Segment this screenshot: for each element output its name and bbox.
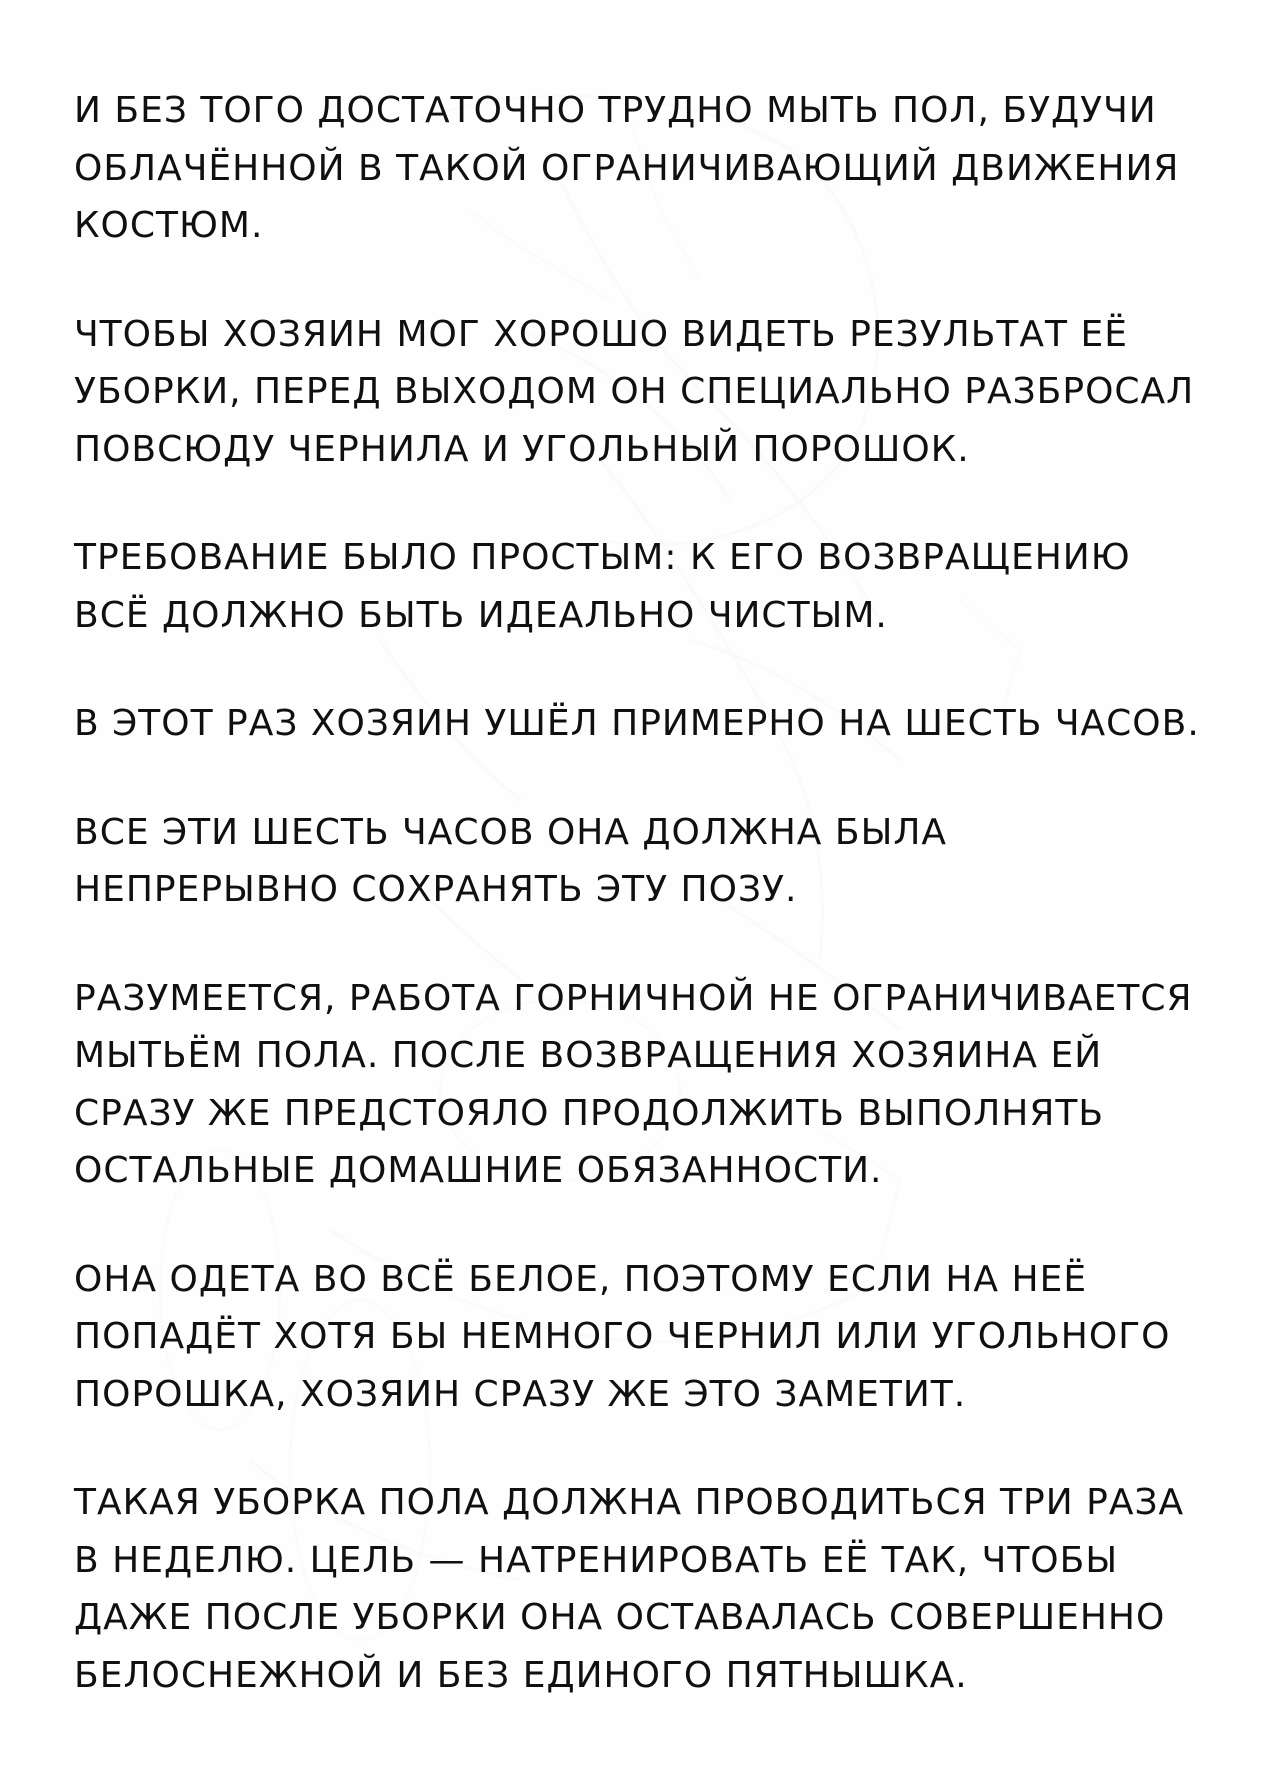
paragraph: В ЭТОТ РАЗ ХОЗЯИН УШЁЛ ПРИМЕРНО НА ШЕСТЬ ЧАСОВ.	[74, 703, 1200, 744]
paragraph: ОНА ОДЕТА ВО ВСЁ БЕЛОЕ, ПОЭТОМУ ЕСЛИ НА НЕЁ ПОПАДЁТ ХОТЯ БЫ НЕМНОГО ЧЕРНИЛ ИЛИ УГОЛЬНОГО ПОРОШКА, ХОЗЯИН СРАЗУ ЖЕ ЭТО ЗАМЕТИТ.	[74, 1258, 1171, 1415]
paragraph: ЧТОБЫ ХОЗЯИН МОГ ХОРОШО ВИДЕТЬ РЕЗУЛЬТАТ ЕЁ УБОРКИ, ПЕРЕД ВЫХОДОМ ОН СПЕЦИАЛЬНО РАЗБРОСАЛ ПОВСЮДУ ЧЕРНИЛА И УГОЛЬНЫЙ ПОРОШОК.	[74, 313, 1195, 470]
paragraph: И БЕЗ ТОГО ДОСТАТОЧНО ТРУДНО МЫТЬ ПОЛ, БУДУЧИ ОБЛАЧЁННОЙ В ТАКОЙ ОГРАНИЧИВАЮЩИЙ ДВИЖЕНИЯ КОСТЮМ.	[74, 90, 1180, 246]
paragraph: ВСЕ ЭТИ ШЕСТЬ ЧАСОВ ОНА ДОЛЖНА БЫЛА НЕПРЕРЫВНО СОХРАНЯТЬ ЭТУ ПОЗУ.	[74, 811, 948, 910]
story-text	[74, 82, 1204, 1704]
paragraph: ТАКАЯ УБОРКА ПОЛА ДОЛЖНА ПРОВОДИТЬСЯ ТРИ РАЗА В НЕДЕЛЮ. ЦЕЛЬ — НАТРЕНИРОВАТЬ ЕЁ ТАК, ЧТОБЫ ДАЖЕ ПОСЛЕ УБОРКИ ОНА ОСТАВАЛАСЬ СОВЕРШЕННО БЕЛОСНЕЖНОЙ И БЕЗ ЕДИНОГО ПЯТНЫШКА.	[74, 1482, 1185, 1696]
paragraph: РАЗУМЕЕТСЯ, РАБОТА ГОРНИЧНОЙ НЕ ОГРАНИЧИВАЕТСЯ МЫТЬЁМ ПОЛА. ПОСЛЕ ВОЗВРАЩЕНИЯ ХОЗЯИНА ЕЙ СРАЗУ ЖЕ ПРЕДСТОЯЛО ПРОДОЛЖИТЬ ВЫПОЛНЯТЬ ОСТАЛЬНЫЕ ДОМАШНИЕ ОБЯЗАННОСТИ.	[74, 977, 1193, 1191]
paragraph: ТРЕБОВАНИЕ БЫЛО ПРОСТЫМ: К ЕГО ВОЗВРАЩЕНИЮ ВСЁ ДОЛЖНО БЫТЬ ИДЕАЛЬНО ЧИСТЫМ.	[74, 537, 1131, 636]
